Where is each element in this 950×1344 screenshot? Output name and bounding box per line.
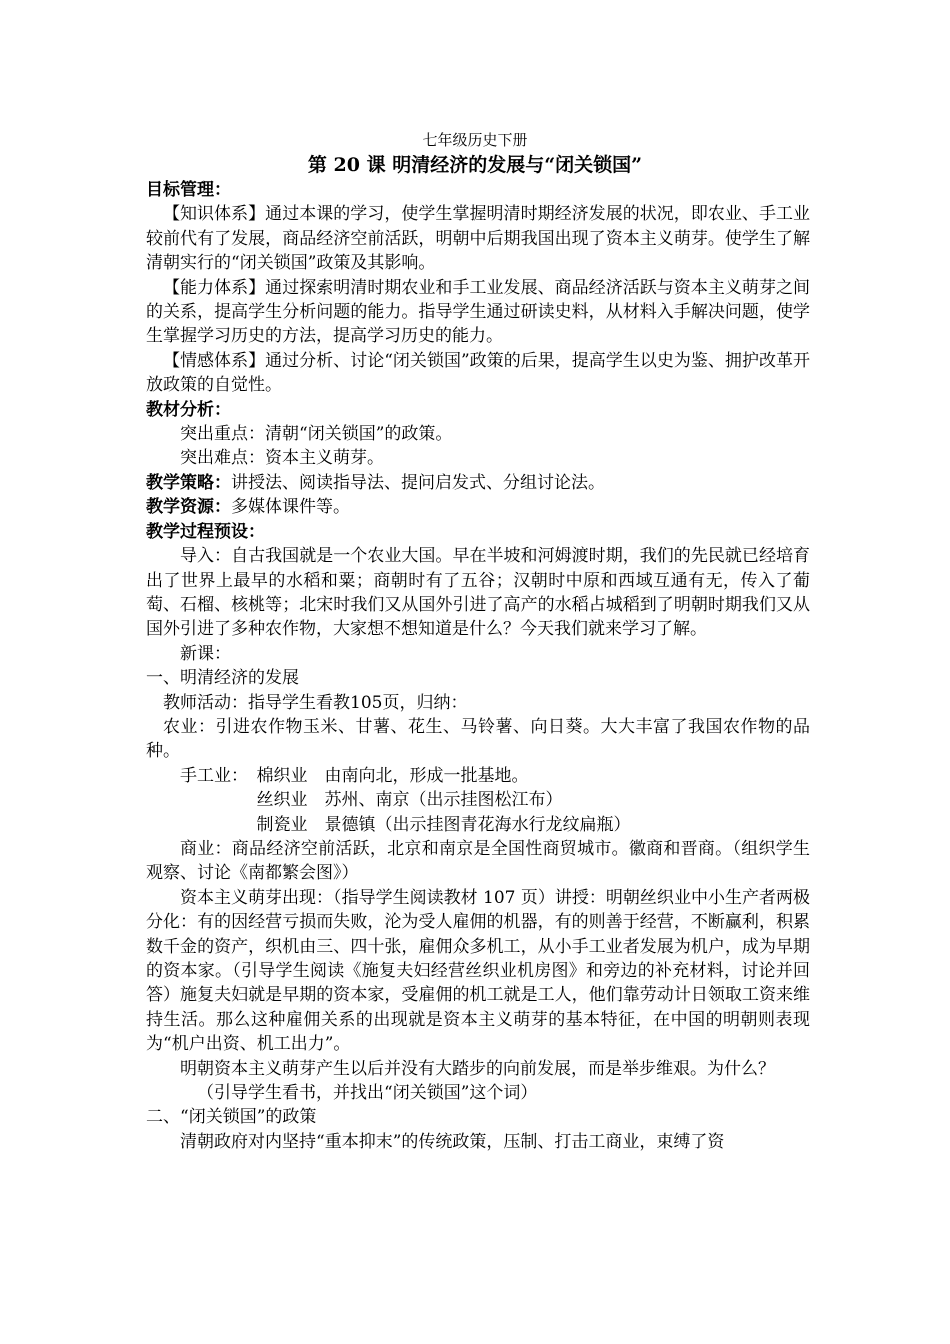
new-lesson-label: 新课： (180, 643, 231, 664)
emotion-paragraph: 【情感体系】通过分析、讨论“闭关锁国”政策的后果，提高学生以史为鉴、拥护改革开放政策的自觉性。 (146, 350, 810, 396)
handicraft-name: 丝织业 (256, 790, 308, 811)
document-header: 七年级历史下册 (422, 131, 528, 149)
process-heading: 教学过程预设： (146, 521, 265, 542)
handicraft-row-1 (146, 764, 810, 788)
resource-text: 多媒体课件等。 (231, 497, 350, 518)
handicraft-name: 制瓷业 (256, 814, 308, 835)
qing-paragraph: 清朝政府对内坚持“重本抑末”的传统政策，压制、打击工商业，束缚了资 (180, 1131, 725, 1152)
resource-line (146, 495, 810, 519)
agriculture-paragraph: 农业：引进农作物玉米、甘薯、花生、马铃薯、向日葵。大大丰富了我国农作物的品种。 (146, 716, 810, 762)
intro-paragraph: 导入：自古我国就是一个农业大国。早在半坡和河姆渡时期，我们的先民就已经培育出了世界上最早的水稻和粟；商朝时有了五谷；汉朝时中原和西域互通有无，传入了葡萄、石榴、核桃等；北宋时我们又从国外引进了高产的水稻占城稻到了明朝时期我们又从国外引进了多种农作物，大家想不想知道是什么？今天我们就来学习了解。 (146, 546, 810, 640)
section-1-heading: 一、明清经济的发展 (146, 668, 299, 689)
analysis-heading: 教材分析： (146, 399, 231, 420)
handicraft-desc: 景德镇（出示挂图青花海水行龙纹扁瓶） (324, 814, 631, 835)
strategy-label: 教学策略： (146, 472, 231, 493)
handicraft-row-2 (146, 788, 810, 812)
goals-heading: 目标管理： (146, 180, 231, 200)
question-paragraph: 明朝资本主义萌芽产生以后并没有大踏步的向前发展，而是举步维艰。为什么？ (180, 1058, 775, 1079)
ability-paragraph: 【能力体系】通过探索明清时期农业和手工业发展、商品经济活跃与资本主义萌芽之间的关系，提高学生分析问题的能力。指导学生通过研读史料，从材料入手解决问题，使学生掌握学习历史的方法，提高学习历史的能力。 (146, 277, 810, 347)
teacher-activity: 教师活动：指导学生看教105页，归纳： (163, 692, 468, 713)
difficult-point: 突出难点：资本主义萌芽。 (180, 448, 384, 469)
strategy-line (146, 471, 810, 495)
handicraft-name: 棉织业 (256, 765, 308, 786)
document-body (146, 178, 810, 1154)
commerce-paragraph: 商业：商品经济空前活跃，北京和南京是全国性商贸城市。徽商和晋商。（组织学生观察、讨论《南都繁会图》） (146, 838, 810, 884)
handicraft-desc: 苏州、南京（出示挂图松江布） (324, 790, 563, 811)
handicraft-desc: 由南向北，形成一批基地。 (324, 765, 529, 786)
key-point: 突出重点：清朝“闭关锁国”的政策。 (180, 424, 453, 445)
handicraft-label: 手工业： (180, 765, 248, 786)
resource-label: 教学资源： (146, 497, 231, 518)
guide-paragraph: （引导学生看书，并找出“闭关锁国”这个词） (197, 1083, 538, 1104)
knowledge-paragraph: 【知识体系】通过本课的学习，使学生掌握明清时期经济发展的状况，即农业、手工业较前代有了发展，商品经济空前活跃，明朝中后期我国出现了资本主义萌芽。使学生了解清朝实行的“闭关锁国”政策及其影响。 (146, 204, 810, 274)
handicraft-row-3 (146, 813, 810, 837)
strategy-text: 讲授法、阅读指导法、提问启发式、分组讨论法。 (231, 472, 605, 493)
section-2-heading: 二、“闭关锁国”的政策 (146, 1107, 317, 1128)
capitalism-paragraph: 资本主义萌芽出现：（指导学生阅读教材 107 页）讲授：明朝丝织业中小生产者两极分化：有的因经营亏损而失败，沦为受人雇佣的机器，有的则善于经营，不断赢利，积累数千金的资产，织机由三、四十张，雇佣众多机工，从小手工业者发展为机户，成为早期的资本家。（引导学生阅读《施复夫妇经营丝织业机房图》和旁边的补充材料，讨论并回答）施复夫妇就是早期的资本家，受雇佣的机工就是工人，他们靠劳动计日领取工资来维持生活。那么这种雇佣关系的出现就是资本主义萌芽的基本特征，在中国的明朝则表现为“机户出资、机工出力”。 (146, 887, 810, 1055)
lesson-title: 第 20 课 明清经济的发展与“闭关锁国” (307, 154, 643, 176)
